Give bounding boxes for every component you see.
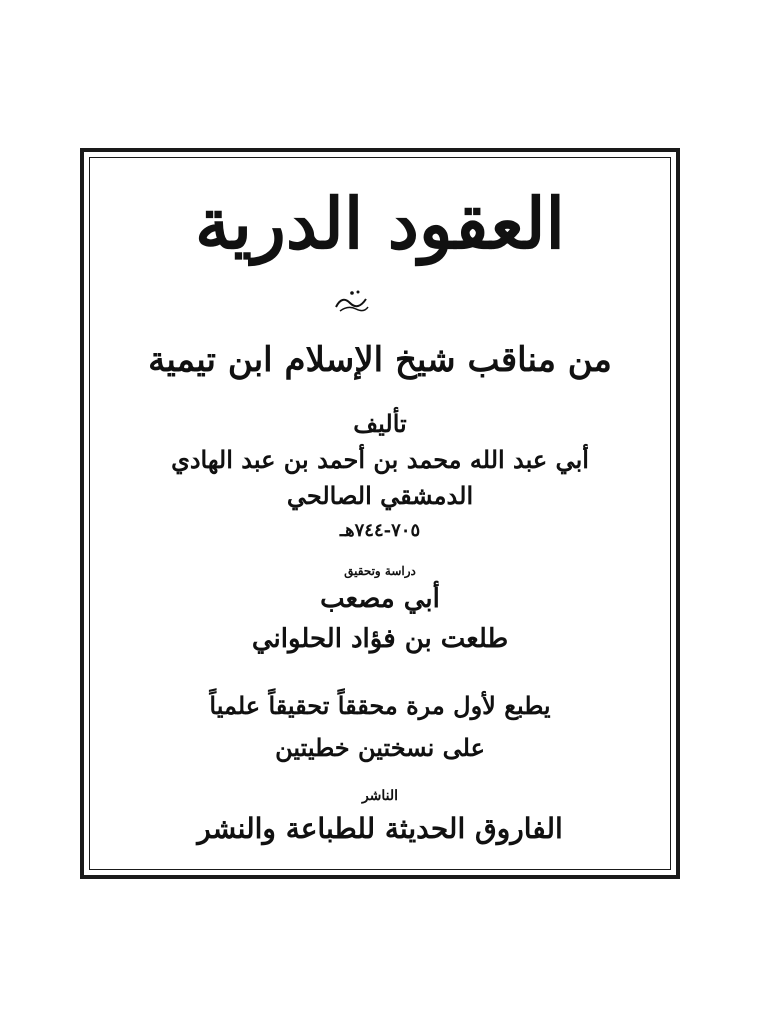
author-dates: ٧٠٥-٧٤٤هـ <box>339 520 421 541</box>
book-subtitle: من مناقب شيخ الإسلام ابن تيمية <box>148 340 612 380</box>
editor-label: دراسة وتحقيق <box>344 564 416 578</box>
edition-note-line1: يطبع لأول مرة محققاً تحقيقاً علمياً <box>209 691 551 720</box>
author-name-line2: الدمشقي الصالحي <box>286 481 474 510</box>
cover-border-outer <box>80 148 680 879</box>
publisher-label: الناشر <box>361 788 399 804</box>
author-label: تأليف <box>353 409 407 438</box>
book-title: العقود الدرية <box>195 182 565 265</box>
edition-note-line2: على نسختين خطيتين <box>275 733 485 762</box>
publisher-name: الفاروق الحديثة للطباعة والنشر <box>197 812 563 845</box>
author-name-line1: أبي عبد الله محمد بن أحمد بن عبد الهادي <box>171 445 589 474</box>
calligraphic-ornament-icon <box>332 287 372 315</box>
cover-content <box>84 152 676 875</box>
editor-name-line2: طلعت بن فؤاد الحلواني <box>251 624 509 654</box>
editor-name-line1: أبي مصعب <box>320 584 440 614</box>
